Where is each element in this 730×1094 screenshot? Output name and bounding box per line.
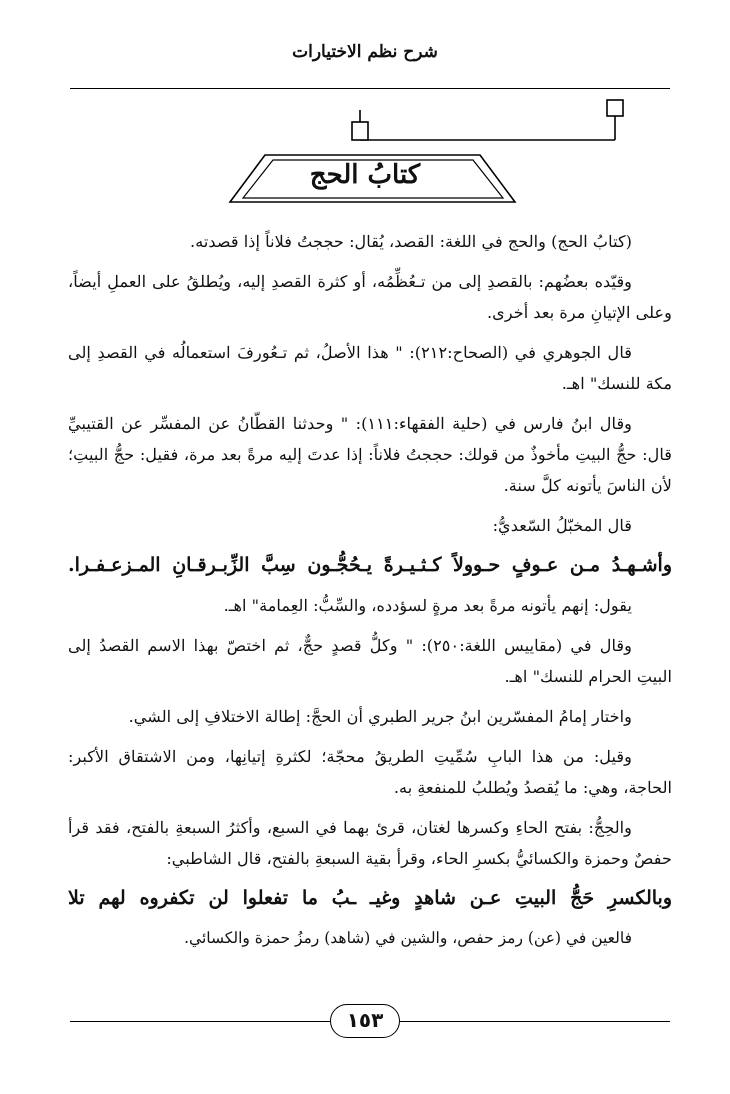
verse-line: وبالكسرِ حَجُّ البيتِ عـن شاهدٍ وغيـ ـبُ ما تفعلوا لن تكفروه لهم تلا <box>68 887 672 909</box>
footer-rule-left <box>70 1021 330 1022</box>
verse-line: وأشـهـدُ مـن عـوفٍ حـوولاً كـثـيـرةً يـحُجُّـون سِبَّ الزِّبـرقـانِ المـزعـفـرا. <box>68 554 672 576</box>
paragraph: وقال في (مقاييس اللغة:٢٥٠): " وكلُّ قصدٍ حجٌّ، ثم اختصّ بهذا الاسم القصدُ إلى البيتِ الحرام للنسك" اهـ. <box>68 636 672 686</box>
page-number: ١٥٣ <box>330 1004 400 1038</box>
paragraph: فالعين في (عن) رمز حفص، والشين في (شاهد) رمزُ حمزة والكسائي. <box>184 929 632 947</box>
paragraph: وقيل: من هذا البابِ سُمِّيتِ الطريقُ محجّة؛ لكثرةِ إتيانِها، ومن الاشتقاق الأكبر: الحاجة، وهي: ما يُقصدُ ويُطلبُ للمنفعةِ به. <box>68 747 672 797</box>
paragraph: قال المخبّلُ السّعديُّ: <box>492 516 632 535</box>
paragraph: وقال ابنُ فارس في (حلية الفقهاء:١١١): " وحدثنا القطّانُ عن المفسِّر عن القتيبيِّ قال: حجُّ البيتِ مأخوذٌ من قولك: حججتُ فلاناً: إذا عدتَ إليه مرةً بعد مرة، فقيل: حجُّ البيتِ؛ لأن الناسَ يأتونه كلَّ سنة. <box>68 414 672 495</box>
paragraph: يقول: إنهم يأتونه مرةً بعد مرةٍ لسؤدده، والسِّبُّ: العِمامة" اهـ. <box>223 596 632 615</box>
chapter-title: كتابُ الحج <box>309 160 421 190</box>
body-text <box>68 226 672 963</box>
paragraph: قال الجوهري في (الصحاح:٢١٢): " هذا الأصلُ، ثم تـعُورفَ استعمالُه في القصدِ إلى مكة للنسك" اهـ. <box>68 343 672 393</box>
paragraph: واختار إمامُ المفسّرين ابنُ جرير الطبري أن الحجَّ: إطالة الاختلافِ إلى الشي. <box>128 707 632 726</box>
running-title: شرح نظم الاختيارات <box>292 42 438 62</box>
paragraph: والحِجُّ: بفتح الحاءِ وكسرها لغتان، قرئ بهما في السبع، وأكثرُ السبعةِ بالفتح، فقد قرأ حفصٌ وحمزة والكسائيُّ بكسرِ الحاء، وقرأ بقية السبعةِ بالفتح، قال الشاطبي: <box>68 818 672 868</box>
paragraph: وقيّده بعضُهم: بالقصدِ إلى من تـعُظِّمُه، أو كثرة القصدِ إليه، ويُطلقُ على العملِ أيضاً، وعلى الإتيانِ مرة بعد أخرى. <box>68 272 672 322</box>
header-rule <box>70 88 670 89</box>
chapter-banner <box>225 90 685 210</box>
footer-rule-right <box>400 1021 670 1022</box>
paragraph: (كتابُ الحج) والحج في اللغة: القصد، يُقال: حججتُ فلاناً إذا قصدته. <box>190 232 632 251</box>
